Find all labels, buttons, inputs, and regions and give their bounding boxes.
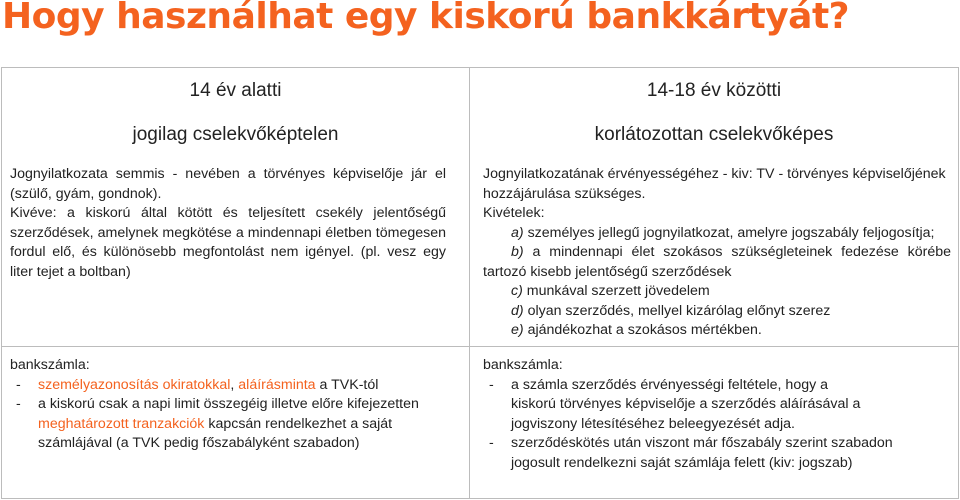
capacity-status-under-14: jogilag cselekvőképtelen <box>132 124 339 145</box>
exception-item-e <box>483 321 951 341</box>
cell-under-14 <box>2 68 470 347</box>
dash-bullet: - <box>16 376 21 393</box>
void-statement-text: Jognyilatkozata semmis - nevében a törvényes képviselője jár el (szülő, gyám, gondnok). <box>10 166 446 202</box>
exceptions-label: Kivételek: <box>483 205 545 221</box>
exception-item-b-continuation: tartozó kisebb jelentőségű szerződések <box>483 263 732 280</box>
list-item-head: a kiskorú csak a napi limit összegéig illetve előre kifejezetten <box>38 396 419 412</box>
exception-item-c <box>483 282 951 302</box>
list-item-tail: a TVK-tól <box>315 376 379 393</box>
item-letter: c) <box>511 283 523 299</box>
list-item <box>483 434 953 473</box>
list-item <box>483 376 953 435</box>
exception-text: Kivéve: a kiskorú által kötött és teljesített csekély jelentőségű szerződések, amelynek megkötése a mindennapi életben tömegesen fordul elő, és különösebb megfontolást nem igényel. (pl. vesz egy liter tejet a boltban) <box>10 205 446 280</box>
item-letter: b) <box>511 244 524 260</box>
cell-bank-account-under-14 <box>2 347 470 499</box>
item-letter: d) <box>511 302 524 319</box>
item-text: a mindennapi élet szokásos szükségleteinek fedezése körébe <box>523 244 951 260</box>
highlight-signature-sample: aláírásminta <box>238 376 316 393</box>
bank-account-label: bankszámla: <box>483 357 563 373</box>
exception-item-d <box>483 302 951 322</box>
dash-bullet: - <box>489 435 494 451</box>
list-item-text: a számla szerződés érvényességi feltétele, hogy a kiskorú törvényes képviselője a szerződés aláírásával a jogviszony létesítéséhez beleegyezését adja. <box>511 376 861 432</box>
bank-account-rules-under-14 <box>10 356 460 454</box>
description-under-14 <box>10 165 446 282</box>
item-letter: a) <box>511 224 524 241</box>
dash-bullet: - <box>489 376 494 393</box>
exception-item-a <box>483 224 951 244</box>
list-item-tail: kapcsán rendelkezhet a saját számlájával (a TVK pedig főszabályként szabadon) <box>38 415 393 451</box>
consent-text: Jognyilatkozatának érvényességéhez - kiv: TV - törvényes képviselőjének hozzájárulása szükséges. <box>483 166 946 202</box>
highlight-id-documents: személyazonosítás okiratokkal <box>38 376 231 393</box>
page-title: Hogy használhat egy kiskorú bankkártyát? <box>2 0 850 37</box>
item-text: munkával szerzett jövedelem <box>522 283 710 299</box>
dash-bullet: - <box>16 396 21 412</box>
cell-bank-account-14-18 <box>470 347 959 499</box>
item-letter: e) <box>511 322 524 338</box>
comparison-table <box>1 67 959 499</box>
separator: , <box>230 376 239 393</box>
list-item-text <box>38 395 460 454</box>
item-text: olyan szerződés, mellyel kizárólag előnyt szerez <box>523 302 831 319</box>
column-header-under-14: 14 év alatti <box>189 80 282 101</box>
list-item <box>10 376 460 396</box>
description-14-18 <box>483 165 951 341</box>
highlight-defined-transactions: meghatározott tranzakciók <box>38 415 205 432</box>
bank-account-label: bankszámla: <box>10 357 90 373</box>
list-item <box>10 395 460 454</box>
item-text: ajándékozhat a szokásos mértékben. <box>523 322 762 338</box>
column-header-14-18: 14-18 év közötti <box>646 80 782 101</box>
cell-14-18 <box>470 68 959 347</box>
list-item-text: szerződéskötés után viszont már főszabály szerint szabadon jogosult rendelkezni saját számlája felett (kiv: jogszab) <box>511 435 893 471</box>
bank-account-rules-14-18 <box>483 356 953 473</box>
item-text: személyes jellegű jognyilatkozat, amelyre jogszabály feljogosítja; <box>523 224 935 241</box>
list-item-text <box>38 376 460 396</box>
capacity-status-14-18: korlátozottan cselekvőképes <box>594 124 834 145</box>
exception-item-b <box>483 243 951 263</box>
